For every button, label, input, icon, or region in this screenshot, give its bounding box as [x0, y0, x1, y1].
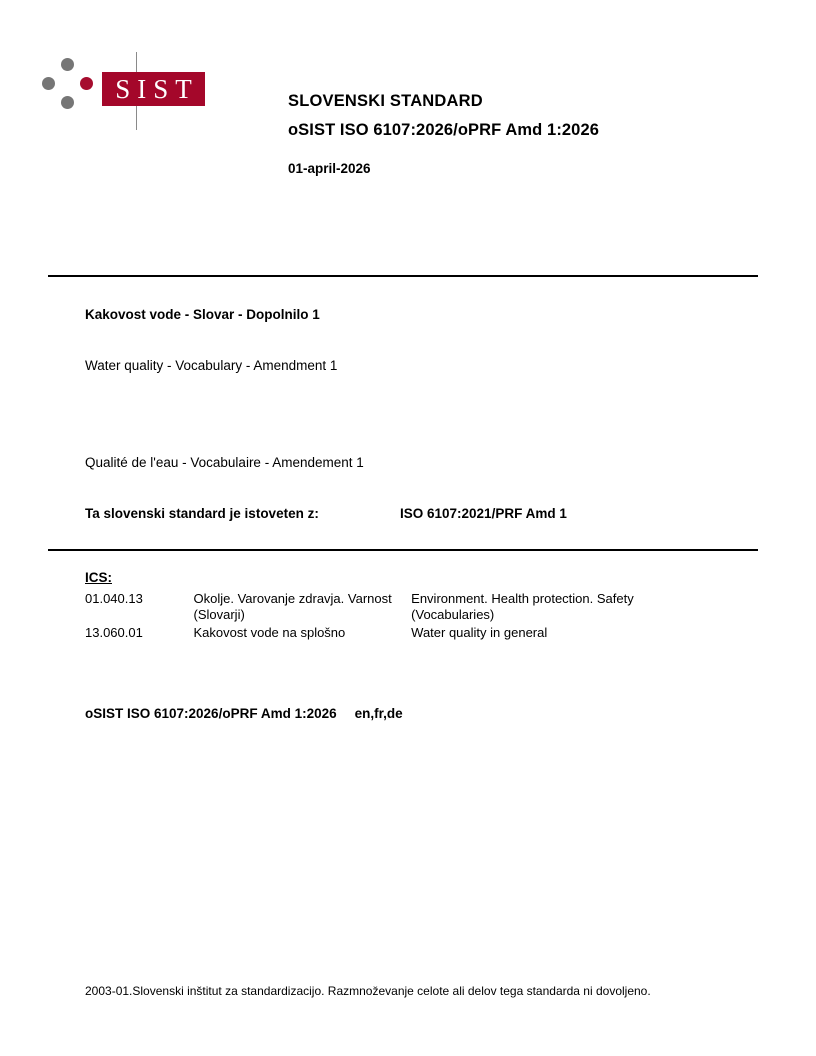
- title-french: Qualité de l'eau - Vocabulaire - Amendement 1: [85, 455, 364, 470]
- gray-dot-bottom-icon: [61, 96, 74, 109]
- gray-dot-left-icon: [42, 77, 55, 90]
- standard-type-label: SLOVENSKI STANDARD: [288, 92, 483, 110]
- copyright-notice: 2003-01.Slovenski inštitut za standardizacijo. Razmnoževanje celote ali delov tega standarda ni dovoljeno.: [85, 984, 651, 998]
- reference-line: [85, 706, 403, 721]
- sist-logo: [40, 44, 270, 136]
- publication-date: 01-april-2026: [288, 161, 371, 176]
- ics-code: 13.060.01: [85, 625, 143, 640]
- ics-heading: ICS:: [85, 570, 112, 585]
- reference-designation: oSIST ISO 6107:2026/oPRF Amd 1:2026: [85, 706, 337, 721]
- divider-top: [48, 275, 758, 277]
- ics-label-sl: Kakovost vode na splošno: [193, 625, 346, 640]
- gray-dot-top-icon: [61, 58, 74, 71]
- divider-middle: [48, 549, 758, 551]
- table-row: [85, 591, 705, 625]
- table-row: [85, 625, 705, 643]
- ics-label-sl: Okolje. Varovanje zdravja. Varnost (Slovarji): [193, 591, 392, 622]
- reference-languages: en,fr,de: [354, 706, 403, 721]
- standard-designation: oSIST ISO 6107:2026/oPRF Amd 1:2026: [288, 121, 600, 139]
- ics-label-en: Environment. Health protection. Safety (Vocabularies): [411, 591, 634, 622]
- title-slovenian: Kakovost vode - Slovar - Dopolnilo 1: [85, 307, 320, 322]
- title-english: Water quality - Vocabulary - Amendment 1: [85, 358, 338, 373]
- ics-table: [85, 591, 705, 643]
- red-dot-right-icon: [80, 77, 93, 90]
- ics-label-en: Water quality in general: [411, 625, 548, 640]
- sist-wordmark: SIST: [102, 72, 205, 106]
- logo-dot-cluster: [40, 58, 98, 110]
- ics-code: 01.040.13: [85, 591, 143, 606]
- identity-statement: [85, 506, 705, 521]
- identity-label: Ta slovenski standard je istoveten z:: [85, 506, 319, 521]
- identity-value: ISO 6107:2021/PRF Amd 1: [400, 506, 567, 521]
